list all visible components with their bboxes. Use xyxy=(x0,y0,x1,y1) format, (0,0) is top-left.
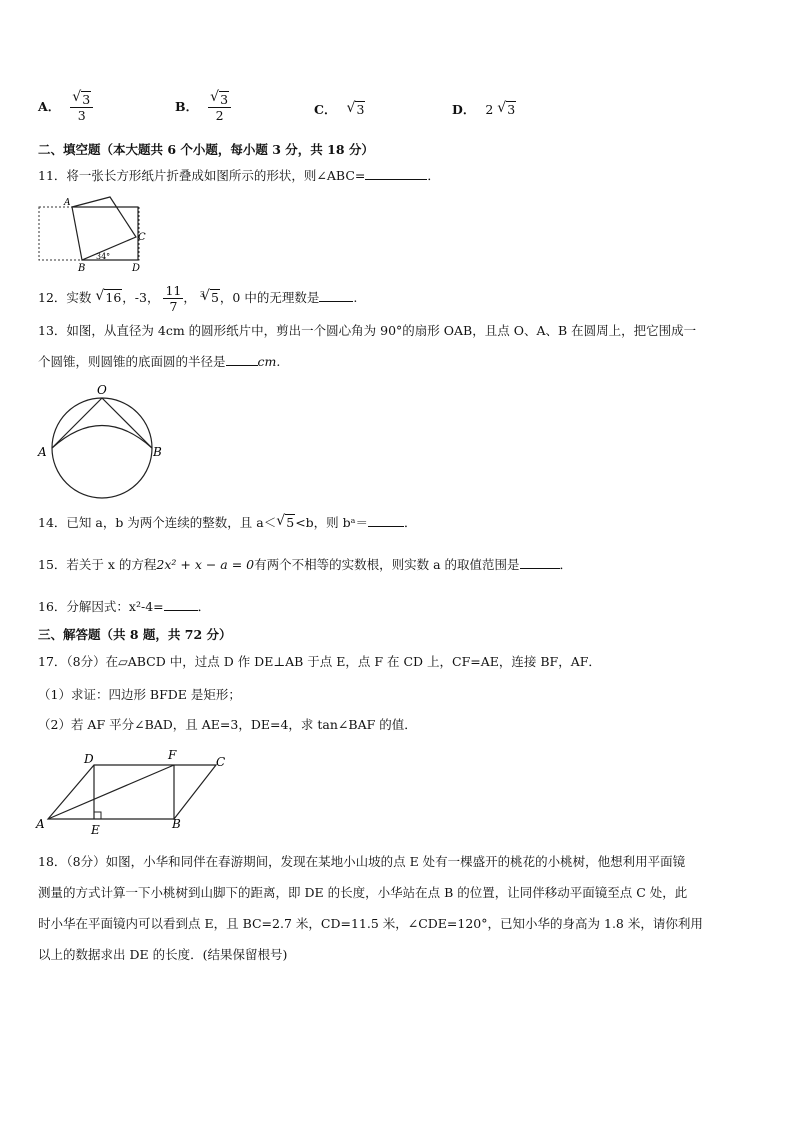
answer-blank xyxy=(164,599,198,611)
sqrt-symbol: √ 3 xyxy=(210,92,229,107)
label-b: B xyxy=(153,445,162,459)
sqrt-symbol: √ 16 xyxy=(95,286,122,310)
question-15: 15．若关于 x 的方程2x² + x − a = 0有两个不相等的实数根，则实数 a 的取值范围是 ． xyxy=(38,557,573,572)
fraction: √ $\frac{3}{2}$ xyxy=(208,92,231,123)
question-11: 11．将一张长方形纸片折叠成如图所示的形状，则∠ABC= ． xyxy=(38,168,440,183)
equation: 2x² + x − a = 0 xyxy=(156,557,255,572)
question-13-line-1: 13．如图，从直径为 4cm 的圆形纸片中，剪出一个圆心角为 90°的扇形 OAB，且点 O、A、B 在圆周上，把它围成一 xyxy=(38,323,697,338)
q17-parallelogram-figure xyxy=(34,748,234,838)
question-16: 16．分解因式：x²-4= ． xyxy=(38,599,211,614)
label-c: C xyxy=(138,232,146,243)
question-13-line-2: 个圆锥，则圆锥的底面圆的半径是 cm. xyxy=(38,354,281,369)
q11-folded-paper-figure xyxy=(34,192,144,274)
option-c: C． √ 3 xyxy=(314,100,365,118)
option-a: A． √ $\frac{3}{3}$ xyxy=(38,92,93,123)
label-a: A xyxy=(64,198,71,208)
question-18-line-4: 以上的数据求出 DE 的长度．(结果保留根号) xyxy=(38,947,288,962)
label-o: O xyxy=(97,383,107,397)
sqrt-symbol: √ 3 xyxy=(497,102,516,117)
cube-root-symbol: √ 5 xyxy=(201,286,220,310)
label-b: B xyxy=(172,817,181,831)
sqrt-symbol: √ 3 xyxy=(72,92,91,107)
question-12: 12．实数 √ 16，-3， $\frac{11}{7}$ ， $^3$√ 5，0 中的无理数是 . xyxy=(38,283,357,314)
answer-blank xyxy=(520,557,560,569)
angle-34: 34° xyxy=(96,252,111,261)
question-17-line-1: 17．（8分）在▱ABCD 中，过点 D 作 DE⊥AB 于点 E，点 F 在 CD 上，CF=AE，连接 BF，AF． xyxy=(38,654,601,669)
label-f: F xyxy=(168,748,177,762)
question-18-line-3: 时小华在平面镜内可以看到点 E，且 BC=2.7 米，CD=11.5 米，∠CDE=120°，已知小华的身高为 1.8 米，请你利用 xyxy=(38,916,703,931)
fraction: √ $\frac{3}{3}$ xyxy=(70,92,93,123)
question-18-line-2: 测量的方式计算一下小桃树到山脚下的距离，即 DE 的长度，小华站在点 B 的位置，让同伴移动平面镜至点 C 处，此 xyxy=(38,885,688,900)
label-d: D xyxy=(132,263,141,274)
fraction: $\frac{11}{7}$ xyxy=(165,283,182,315)
sqrt-symbol: √ 3 xyxy=(346,102,365,117)
section-3-heading: 三、解答题（共 8 题，共 72 分） xyxy=(38,627,232,642)
q13-circle-sector-figure xyxy=(34,378,164,500)
section-2-heading: 二、填空题（本大题共 6 个小题，每小题 3 分，共 18 分） xyxy=(38,142,374,157)
answer-blank xyxy=(226,354,258,366)
question-17-part-1: （1）求证：四边形 BFDE 是矩形； xyxy=(38,687,241,702)
option-d: D． 2 √ 3 xyxy=(452,100,516,118)
option-b: B． √ $\frac{3}{2}$ xyxy=(175,92,231,123)
label-e: E xyxy=(91,823,100,837)
question-18-line-1: 18．（8分）如图，小华和同伴在春游期间，发现在某地小山坡的点 E 处有一棵盛开的桃花的小桃树，他想利用平面镜 xyxy=(38,854,686,869)
sqrt-symbol: √ 5 xyxy=(276,514,295,532)
label-c: C xyxy=(216,755,226,769)
question-17-part-2: （2）若 AF 平分∠BAD，且 AE=3，DE=4，求 tan∠BAF 的值． xyxy=(38,717,417,732)
label-a: A xyxy=(36,817,45,831)
answer-blank xyxy=(368,515,404,527)
answer-blank xyxy=(365,168,427,180)
question-14: 14．已知 a，b 为两个连续的整数，且 a＜√ 5<b，则 bᵃ＝ ． xyxy=(38,514,416,532)
label-b: B xyxy=(78,263,86,274)
label-a: A xyxy=(38,445,47,459)
label-d: D xyxy=(84,752,94,766)
answer-blank xyxy=(319,290,353,302)
